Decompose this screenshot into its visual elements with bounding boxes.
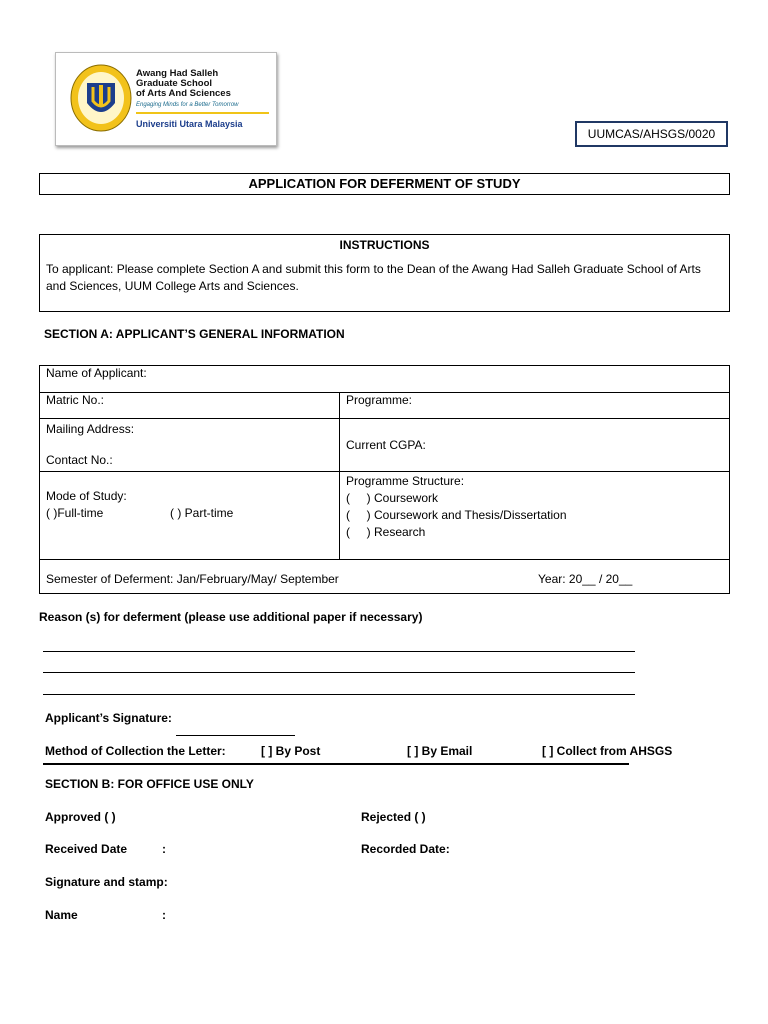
year-label: Year: 20__ / 20__: [538, 572, 633, 586]
reason-line-1[interactable]: [43, 651, 635, 652]
instructions-heading: INSTRUCTIONS: [339, 238, 430, 252]
mailing-label: Mailing Address:: [46, 422, 135, 436]
reason-heading: Reason (s) for deferment (please use additional paper if necessary): [39, 610, 423, 624]
reason-line-3[interactable]: [43, 694, 635, 695]
contact-label: Contact No.:: [46, 453, 113, 467]
signature-line[interactable]: [176, 735, 295, 736]
structure-label: Programme Structure:: [346, 474, 465, 488]
collection-post-option[interactable]: [ ] By Post: [261, 744, 321, 758]
programme-structure-field[interactable]: [340, 472, 730, 560]
office-name-label: Name: [45, 908, 78, 922]
mode-of-study-field[interactable]: [40, 472, 340, 560]
university-logo: [55, 52, 277, 146]
cgpa-field[interactable]: [340, 419, 730, 472]
section-b-heading: SECTION B: FOR OFFICE USE ONLY: [45, 777, 254, 791]
semester-label: Semester of Deferment: Jan/February/May/ September: [46, 572, 339, 586]
name-label: Name of Applicant:: [46, 366, 147, 380]
rejected-option[interactable]: Rejected ( ): [361, 810, 426, 824]
instructions-box: [39, 234, 730, 312]
cgpa-label: Current CGPA:: [346, 438, 426, 452]
mailing-contact-field[interactable]: [40, 419, 340, 472]
collection-ahsgs-option[interactable]: [ ] Collect from AHSGS: [542, 744, 673, 758]
recorded-date-label: Recorded Date:: [361, 842, 450, 856]
instructions-body: [46, 261, 722, 295]
office-name-colon: :: [162, 908, 166, 922]
signature-stamp-label: Signature and stamp:: [45, 875, 168, 889]
university-seal-icon: [69, 63, 133, 133]
programme-label: Programme:: [346, 393, 413, 407]
collection-label: Method of Collection the Letter:: [45, 744, 226, 758]
collection-email-option[interactable]: [ ] By Email: [407, 744, 473, 758]
structure-research-option[interactable]: ( ) Research: [346, 525, 426, 539]
collection-divider: [43, 763, 629, 765]
semester-field[interactable]: [40, 560, 730, 594]
logo-university: Universiti Utara Malaysia: [136, 119, 243, 129]
instructions-text: To applicant: Please complete Section A and submit this form to the Dean of the Awang Had Salleh Graduate School of Arts and Sciences, UUM College Arts and Sciences.: [46, 262, 701, 293]
section-a-heading: SECTION A: APPLICANT’S GENERAL INFORMATION: [44, 327, 345, 341]
signature-label: Applicant’s Signature:: [45, 711, 172, 725]
mode-parttime-option[interactable]: ( ) Part-time: [170, 506, 234, 520]
logo-school-name: Awang Had Salleh Graduate School of Arts And Sciences: [136, 68, 231, 99]
structure-thesis-option[interactable]: ( ) Coursework and Thesis/Dissertation: [346, 508, 567, 522]
mode-fulltime-option[interactable]: ( )Full-time: [46, 506, 104, 520]
structure-coursework-option[interactable]: ( ) Coursework: [346, 491, 439, 505]
programme-field[interactable]: [340, 393, 730, 419]
matric-label: Matric No.:: [46, 393, 105, 407]
applicant-info-table: [39, 365, 730, 594]
form-title: APPLICATION FOR DEFERMENT OF STUDY: [39, 173, 730, 195]
received-date-label: Received Date: [45, 842, 128, 856]
document-code: UUMCAS/AHSGS/0020: [575, 121, 728, 147]
matric-field[interactable]: [40, 393, 340, 419]
logo-tagline: Engaging Minds for a Better Tomorrow: [136, 102, 239, 108]
reason-line-2[interactable]: [43, 672, 635, 673]
mode-label: Mode of Study:: [46, 489, 127, 503]
received-date-colon: :: [162, 842, 166, 856]
name-field[interactable]: [40, 366, 730, 393]
logo-divider: [136, 112, 269, 114]
approved-option[interactable]: Approved ( ): [45, 810, 116, 824]
